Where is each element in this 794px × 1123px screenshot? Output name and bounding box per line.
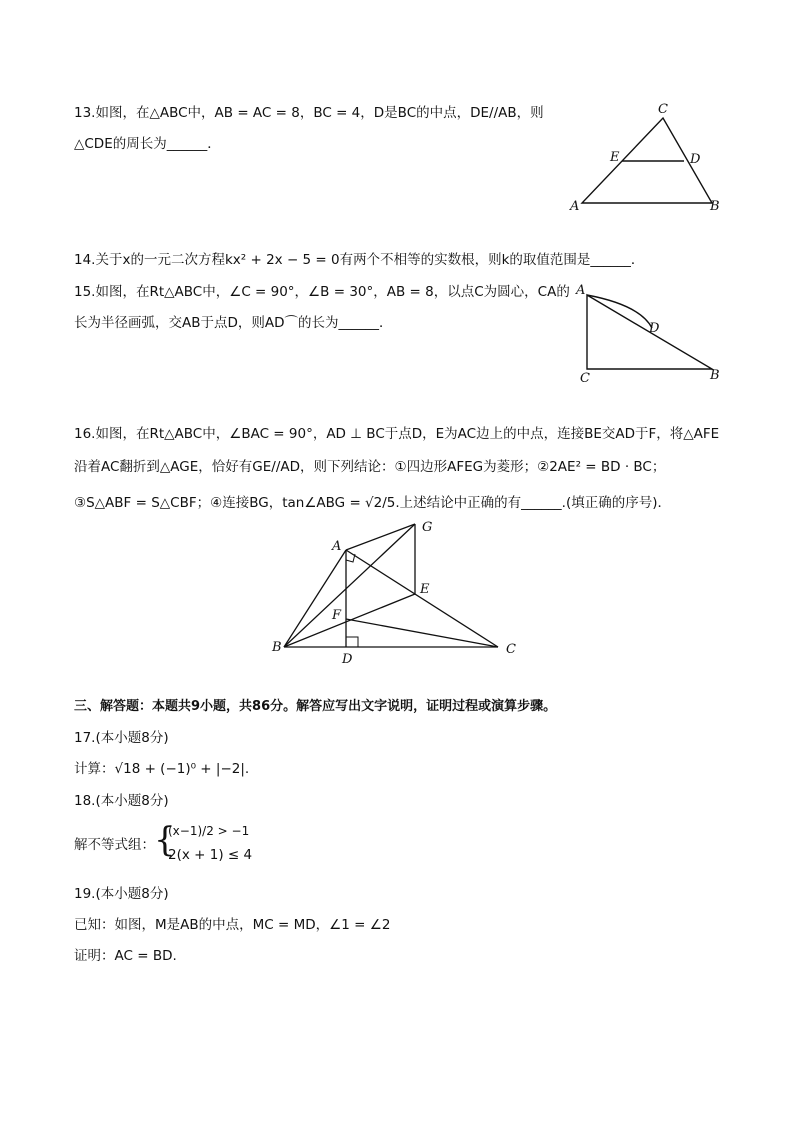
q19-line1: 已知：如图，M是AB的中点，MC = MD，∠1 = ∠2 xyxy=(74,917,391,933)
q13-label-d: D xyxy=(690,152,701,167)
q14-text-line1: 14.关于x的一元二次方程kx² + 2x − 5 = 0有两个不相等的实数根，则k的取值范围是______． xyxy=(74,252,645,268)
q16-label-e: E xyxy=(420,582,430,597)
q16-text-line2: 沿着AC翻折到△AGE，恰好有GE//AD，则下列结论：①四边形AFEG为菱形；②2AE² = BD · BC； xyxy=(74,459,666,475)
q16-right-angle-d xyxy=(346,637,358,647)
q15-text-line2: 长为半径画弧，交AB于点D，则AD⌒的长为______． xyxy=(74,315,393,331)
q16-segment-ab xyxy=(284,550,346,647)
q18-brace: { xyxy=(154,820,176,860)
q15-label-c: C xyxy=(580,371,590,386)
q19-line2: 证明：AC = BD. xyxy=(74,948,177,964)
q16-label-c: C xyxy=(506,642,516,657)
q13-text-line2: △CDE的周长为______． xyxy=(74,136,221,152)
q13-label-b: B xyxy=(710,199,720,214)
q15-label-b: B xyxy=(710,368,720,383)
q19-title: 19.(本小题8分) xyxy=(74,886,169,902)
q18-inequality-2: 2(x + 1) ≤ 4 xyxy=(168,847,253,863)
q18-prefix: 解不等式组： xyxy=(74,837,155,853)
q15-text-line1: 15.如图，在Rt△ABC中，∠C = 90°，∠B = 30°，AB = 8，以点C为圆心，CA的 xyxy=(74,284,570,300)
q17-body: 计算：√18 + (−1)⁰ + |−2|. xyxy=(74,761,250,777)
q16-label-g: G xyxy=(422,520,433,535)
q15-label-d: D xyxy=(649,321,660,336)
q16-label-f: F xyxy=(332,608,342,623)
q13-label-e: E xyxy=(610,150,620,165)
q15-triangle-figure xyxy=(570,280,740,390)
q18-title: 18.(本小题8分) xyxy=(74,793,169,809)
q16-segment-be xyxy=(284,594,415,647)
q18-inequality-1: (x−1)/2 > −1 xyxy=(168,824,250,838)
q13-label-a: A xyxy=(570,199,580,214)
q13-text-line1: 13.如图，在△ABC中，AB = AC = 8，BC = 4，D是BC的中点，DE//AB，则 xyxy=(74,105,544,121)
q15-label-a: A xyxy=(576,283,586,298)
q13-triangle-figure xyxy=(560,95,740,225)
q17-title: 17.(本小题8分) xyxy=(74,730,169,746)
q16-label-a: A xyxy=(332,539,342,554)
q16-text-line3: ③S△ABF = S△CBF；④连接BG，tan∠ABG = √2/5.上述结论中正确的有______.(填正确的序号)． xyxy=(74,495,671,511)
q16-geometry-figure xyxy=(260,515,540,675)
q16-text-line1: 16.如图，在Rt△ABC中，∠BAC = 90°，AD ⊥ BC于点D，E为AC边上的中点，连接BE交AD于F，将△AFE xyxy=(74,426,720,442)
q13-label-c: C xyxy=(658,102,668,117)
q16-label-d: D xyxy=(342,652,353,667)
section3-heading: 三、解答题：本题共9小题，共86分。解答应写出文字说明，证明过程或演算步骤。 xyxy=(74,699,557,714)
q16-label-b: B xyxy=(272,640,282,655)
q16-segment-ag xyxy=(346,524,415,550)
q15-arc-ad xyxy=(587,295,652,328)
